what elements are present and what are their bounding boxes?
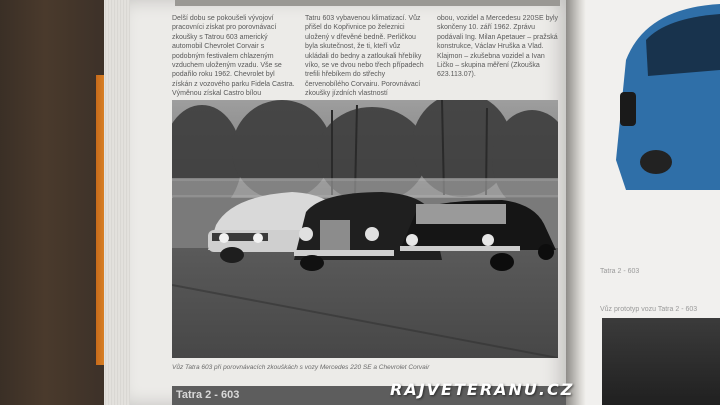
right-page-dark-photo bbox=[602, 318, 720, 405]
blue-car-tail bbox=[620, 92, 636, 126]
page-edges bbox=[104, 0, 132, 405]
text-column-1: Delší dobu se pokoušeli vývojoví pracovníci získat pro porovnávací zkoušky s Tatrou 603 americký automobil Chevrolet Corvair s podobným festivalem chlazeným vzduchem uloženým vzadu. Vše se podařilo roku 1962. Chevrolet byl získán z vozového parku Fidela Castra. Výměnou získal Castro bílou bbox=[172, 15, 295, 98]
right-page-label-2: Vůz prototyp vozu Tatra 2 - 603 bbox=[600, 306, 698, 313]
text-column-3: obou, vozidel a Mercedesu 220SE byly skončeny 10. září 1962. Zprávu podávali Ing. Milan Apetauer – pražská konstrukce, Václav Hruška a Vlad. Klajmon – zkušebna vozidel a Ivan Ličko – skupina měření (Zkouška 623.113.07). bbox=[437, 15, 559, 79]
footer-title: Tatra 2 - 603 bbox=[176, 389, 240, 401]
book-gutter bbox=[566, 0, 586, 405]
black-white-photo bbox=[172, 100, 558, 358]
right-page-car-photo bbox=[586, 0, 720, 200]
right-page-label-1: Tatra 2 - 603 bbox=[600, 268, 640, 275]
blue-car-wheel bbox=[640, 150, 672, 174]
photo-illustration bbox=[172, 100, 558, 358]
photo-caption: Vůz Tatra 603 při porovnávacích zkouškách s vozy Mercedes 220 SE a Chevrolet Corvair bbox=[172, 364, 430, 371]
page-top-band bbox=[175, 0, 560, 6]
text-column-2: Tatru 603 vybavenou klimatizací. Vůz přišel do Kopřivnice po železnici uložený v dřevěné bedně. Perličkou byla skutečnost, že ti, kteří vůz ukládali do bedny a zatloukali hřebíky víko, se ve dvou nebo třech případech trefili hřebíkem do střechy červenobílého Corvairu. Porovnávací zkoušky jízdních vlastností bbox=[305, 15, 424, 98]
site-watermark: RAJVETERANU.CZ bbox=[390, 380, 575, 399]
